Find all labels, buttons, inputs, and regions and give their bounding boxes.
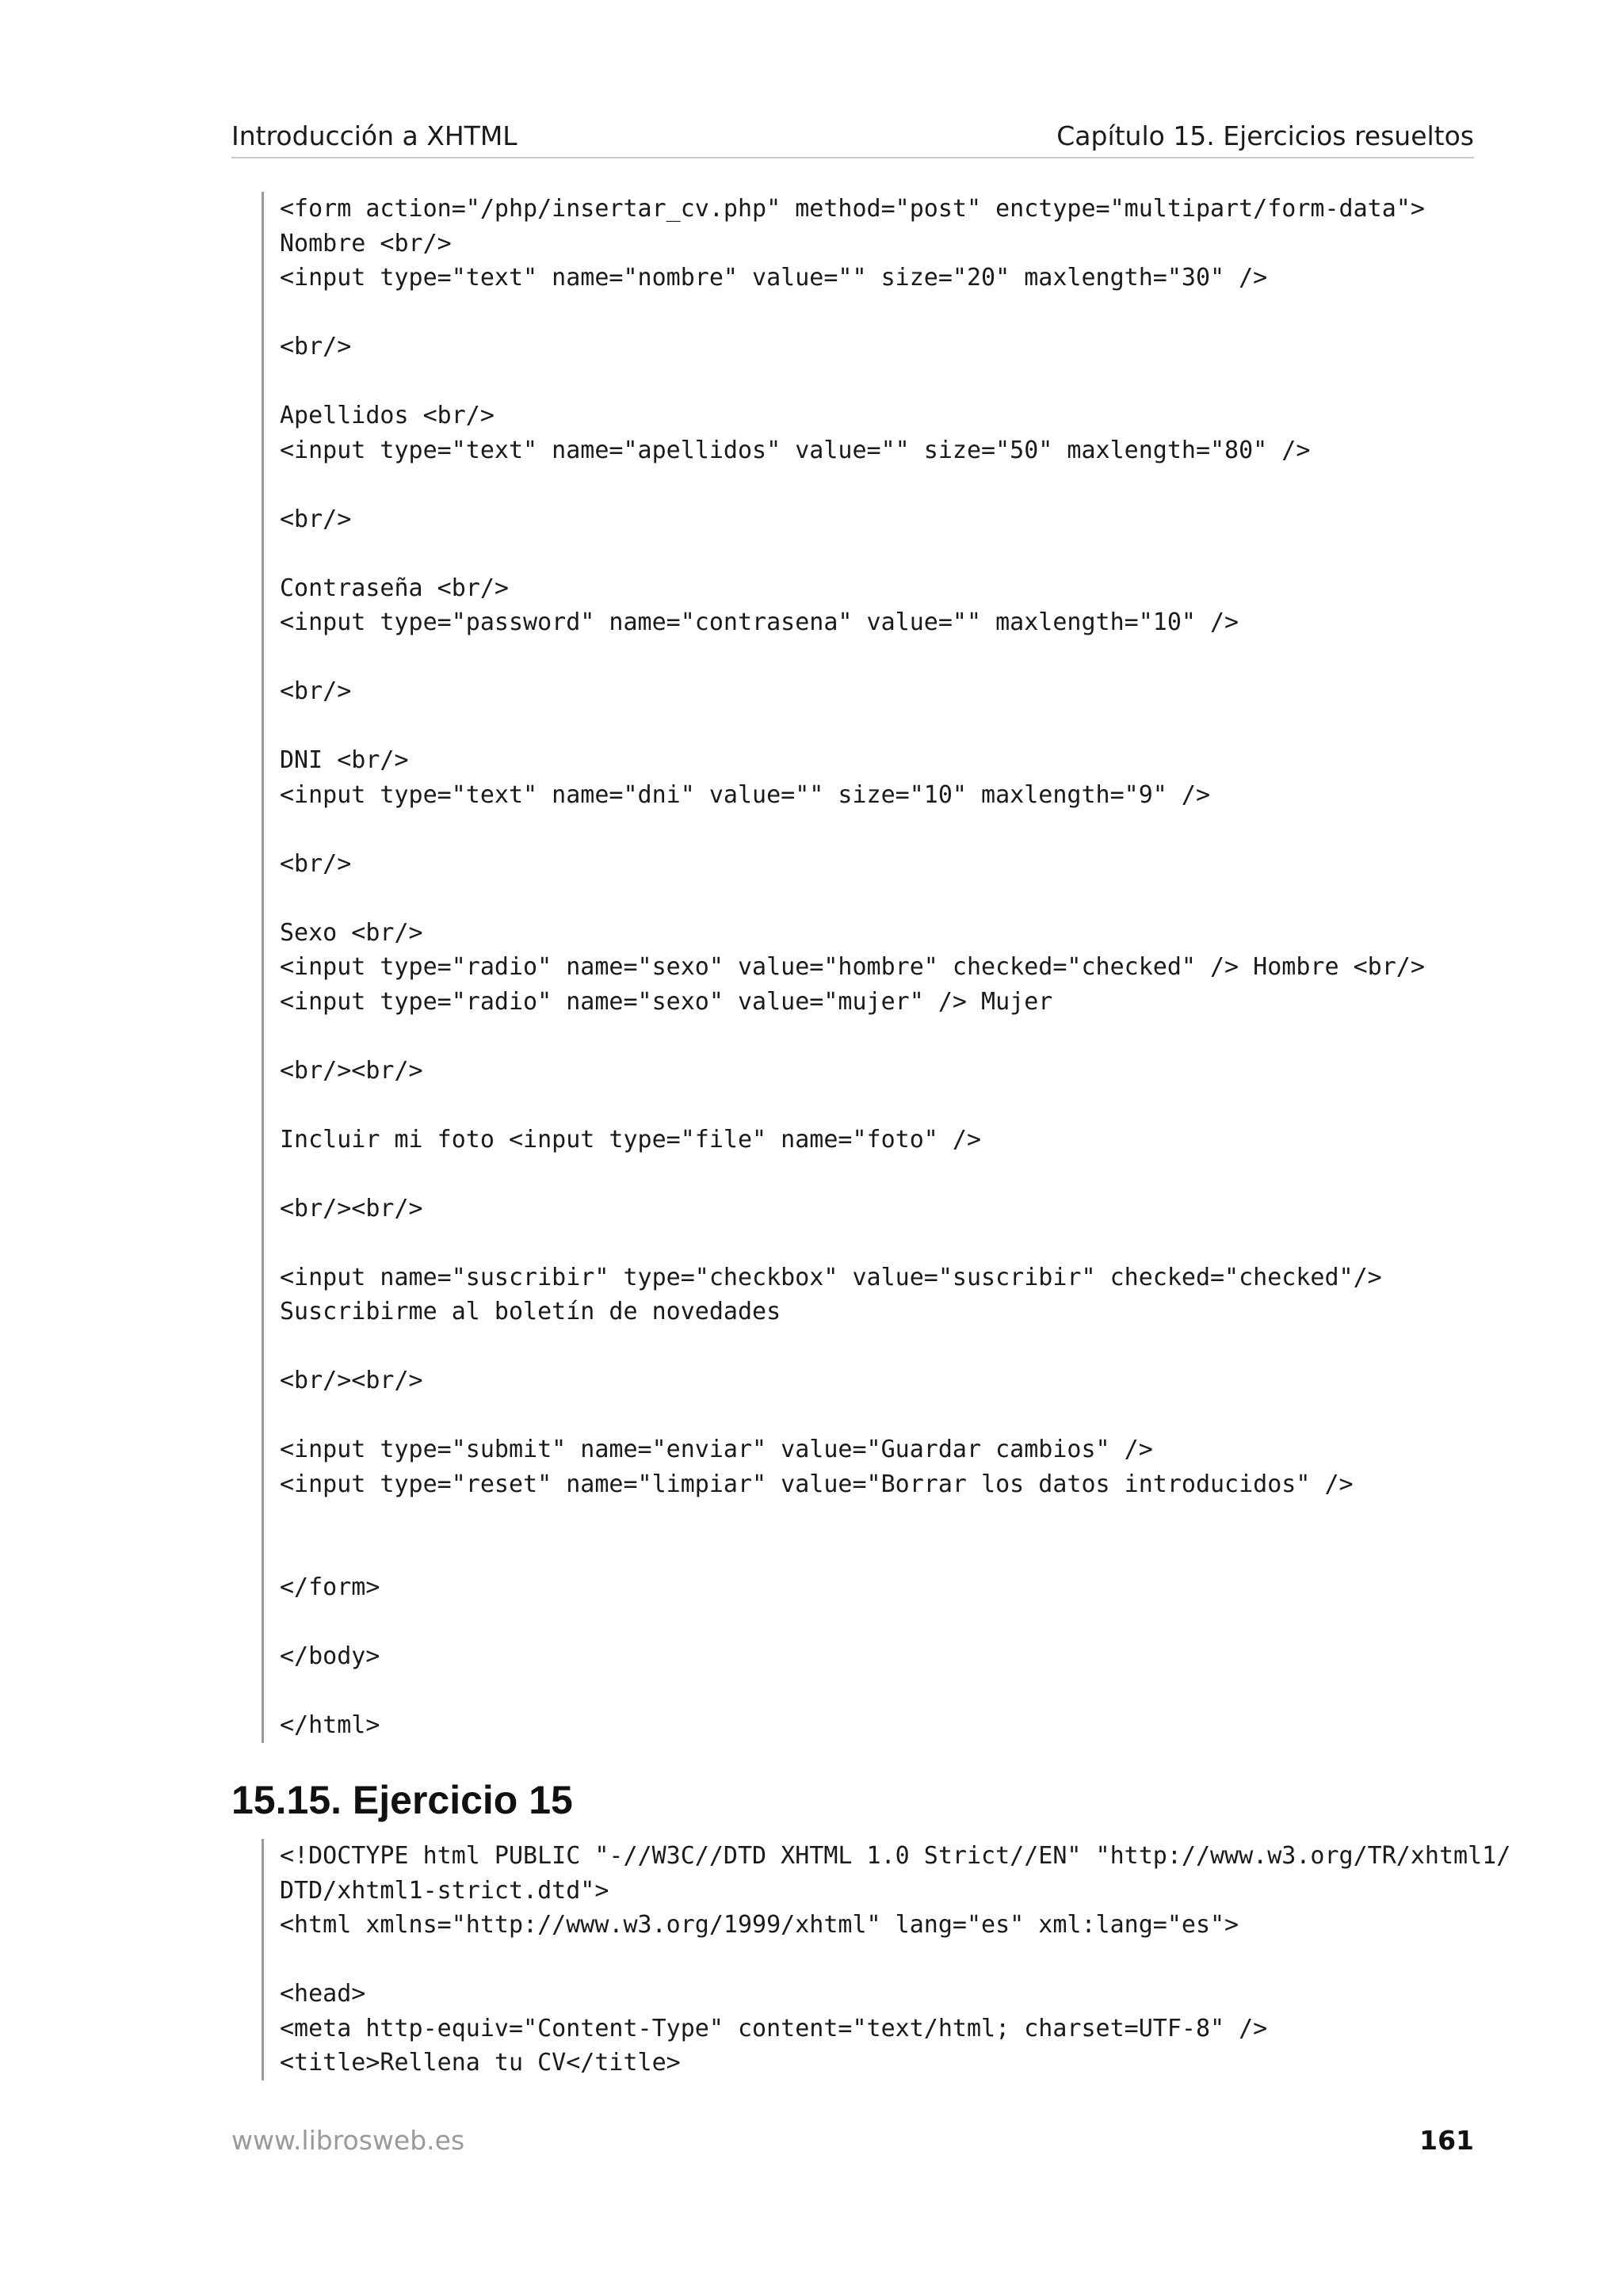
code-line: DNI <br/> [280, 746, 409, 774]
code-listing-form [262, 192, 1425, 1743]
footer-website: www.librosweb.es [231, 2125, 465, 2156]
code-line: <input type="text" name="nombre" value="" size="20" maxlength="30" /> [280, 264, 1268, 292]
code-line: <br/><br/> [280, 1194, 423, 1222]
code-listing-exercise-15 [262, 1839, 1510, 2081]
code-line: <br/> [280, 677, 352, 705]
code-line [280, 296, 1425, 330]
code-line: <input type="text" name="dni" value="" size="10" maxlength="9" /> [280, 780, 1210, 809]
code-line [280, 640, 1425, 675]
code-line: <input type="radio" name="sexo" value="hombre" checked="checked" /> Hombre <br/> [280, 953, 1425, 981]
code-line: <input type="radio" name="sexo" value="mujer" /> Mujer [280, 987, 1053, 1016]
code-line [280, 1501, 1425, 1536]
code-line: Nombre <br/> [280, 229, 452, 257]
code-line: </html> [280, 1711, 380, 1739]
code-line: <br/><br/> [280, 1056, 423, 1085]
code-line: <br/> [280, 505, 352, 533]
code-line [280, 1398, 1425, 1433]
code-line: <input type="reset" name="limpiar" value="Borrar los datos introducidos" /> [280, 1470, 1354, 1498]
code-line [280, 1536, 1425, 1571]
code-line [280, 536, 1425, 571]
code-line: <!DOCTYPE html PUBLIC "-//W3C//DTD XHTML 1.0 Strict//EN" "http://www.w3.org/TR/xhtml1/ [280, 1842, 1511, 1870]
code-line: <meta http-equiv="Content-Type" content="text/html; charset=UTF-8" /> [280, 2014, 1268, 2042]
code-line: <html xmlns="http://www.w3.org/1999/xhtml" lang="es" xml:lang="es"> [280, 1911, 1239, 1939]
code-line [280, 364, 1425, 399]
code-line [280, 709, 1425, 744]
code-line [280, 1674, 1425, 1709]
code-line: <title>Rellena tu CV</title> [280, 2049, 681, 2077]
code-line [280, 1943, 1510, 1978]
chapter-title: Capítulo 15. Ejercicios resueltos [1056, 120, 1474, 151]
code-line: <br/><br/> [280, 1367, 423, 1394]
code-line [280, 1329, 1425, 1364]
code-line: <form action="/php/insertar_cv.php" method="post" enctype="multipart/form-data"> [280, 195, 1425, 223]
page-number: 161 [1419, 2125, 1474, 2156]
code-line: <input type="submit" name="enviar" value="Guardar cambios" /> [280, 1436, 1153, 1463]
code-line: <br/> [280, 333, 352, 360]
code-line [280, 881, 1425, 916]
book-title: Introducción a XHTML [231, 120, 517, 151]
page-header [231, 116, 1474, 158]
code-line [280, 1019, 1425, 1054]
code-line: Sexo <br/> [280, 918, 423, 947]
code-line: <input name="suscribir" type="checkbox" value="suscribir" checked="checked"/> [280, 1263, 1382, 1291]
code-line: <input type="text" name="apellidos" value="" size="50" maxlength="80" /> [280, 436, 1311, 464]
section-heading: 15.15. Ejercicio 15 [231, 1778, 573, 1822]
code-line [280, 1605, 1425, 1640]
code-line: Contraseña <br/> [280, 574, 509, 602]
code-line [280, 812, 1425, 847]
code-line [280, 1226, 1425, 1261]
code-line: Suscribirme al boletín de novedades [280, 1298, 781, 1325]
code-line: </form> [280, 1573, 380, 1601]
code-line: <head> [280, 1980, 366, 2008]
code-line: Apellidos <br/> [280, 402, 495, 429]
code-line [280, 467, 1425, 502]
code-line: <br/> [280, 849, 352, 878]
code-line [280, 1157, 1425, 1192]
code-line [280, 1088, 1425, 1123]
code-line: <input type="password" name="contrasena" value="" maxlength="10" /> [280, 608, 1239, 636]
code-line: DTD/xhtml1-strict.dtd"> [280, 1876, 609, 1905]
code-line: </body> [280, 1642, 380, 1670]
code-line: Incluir mi foto <input type="file" name="foto" /> [280, 1125, 982, 1154]
